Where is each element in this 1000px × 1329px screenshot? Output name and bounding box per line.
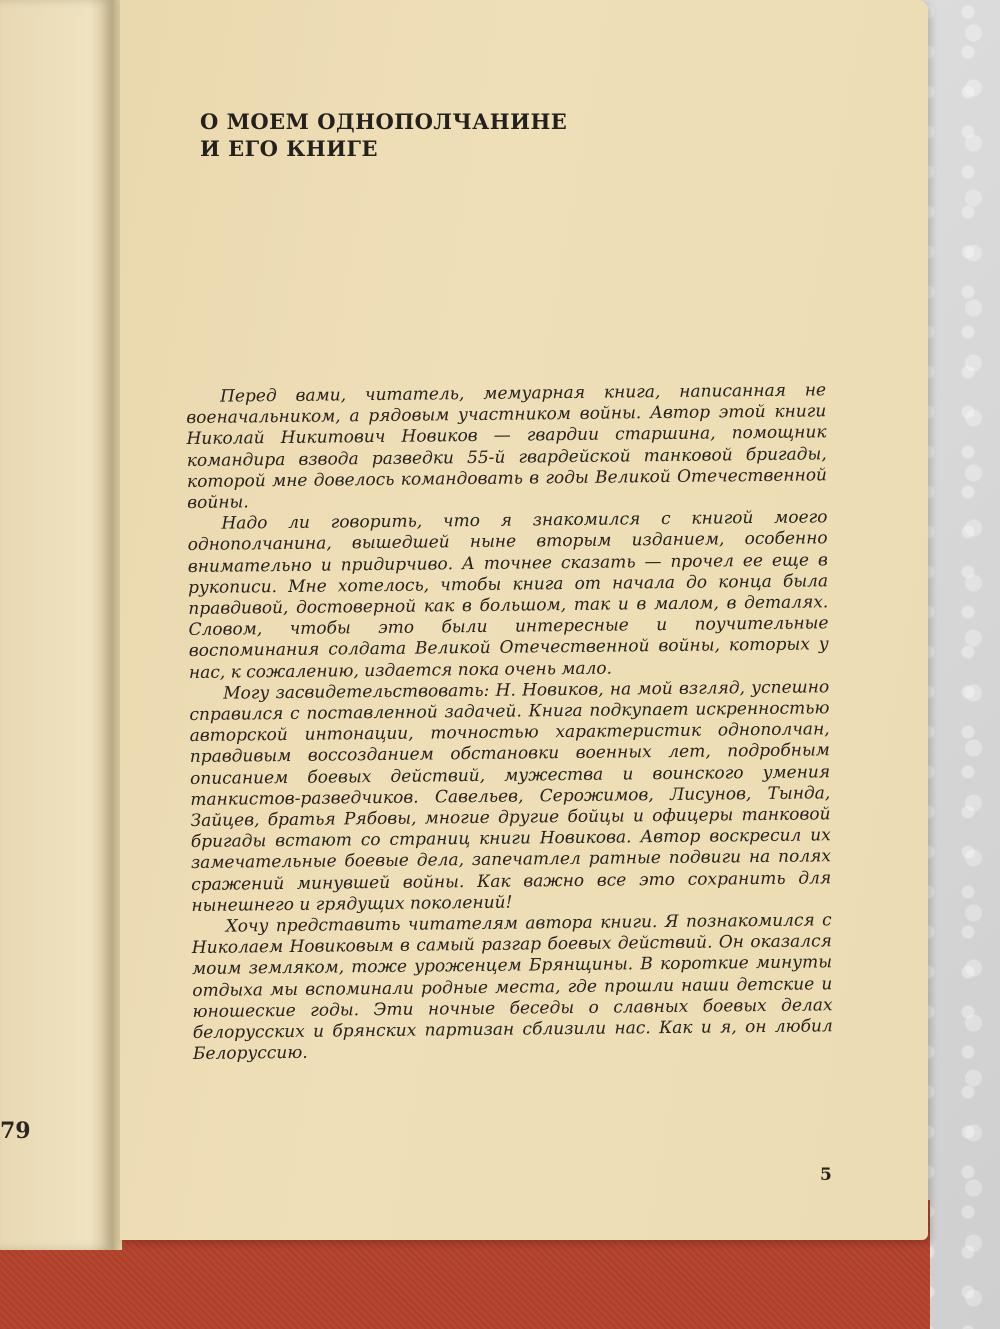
- chapter-title-line: И ЕГО КНИГЕ: [200, 136, 379, 161]
- chapter-title-line: О МОЕМ ОДНОПОЛЧАНИНЕ: [200, 109, 568, 134]
- body-text: [186, 380, 833, 1065]
- left-page: [0, 0, 112, 1250]
- chapter-title: [200, 108, 567, 162]
- paragraph: Надо ли говорить, что я знакомился с книгой моего однополчанина, вышедшей ныне вторым изданием, особенно внимательно и придирчиво. А точнее сказать — прочел ее еще в рукописи. Мне хотелось, чтобы книга от начала до конца была правдивой, достоверной как в большом, так и в малом, в деталях. Словом, чтобы это были интересные и поучительные воспоминания солдата Великой Отечественной войны, которых у нас, к сожалению, издается пока очень мало.: [187, 507, 829, 683]
- page-number: 5: [820, 1165, 832, 1185]
- paragraph: Хочу представить читателям автора книги. Я познакомился с Николаем Новиковым в самый разгар боевых действий. Он оказался моим земляком, тоже уроженцем Брянщины. В короткие минуты отдыха мы вспоминали родные места, где прошли наши детские и юношеские годы. Эти ночные беседы о славных боевых делах белорусских и брянских партизан сблизили нас. Как и я, он любил Белоруссию.: [191, 910, 833, 1065]
- paragraph: Могу засвидетельствовать: Н. Новиков, на мой взгляд, успешно справился с поставленной задачей. Книга подкупает искренностью авторской интонации, точностью характеристик однополчан, правдивым воссозданием обстановки военных лет, подробным описанием боевых действий, мужества и воинского умения танкистов-разведчиков. Савельев, Серожимов, Лисунов, Тында, Зайцев, братья Рябовы, многие другие бойцы и офицеры танковой бригады встают со страниц книги Новикова. Автор воскресил их замечательные боевые дела, запечатлел ратные подвиги на полях сражений минувшей войны. Как важно все это сохранить для нынешнего и грядущих поколений!: [189, 677, 832, 916]
- paragraph: Перед вами, читатель, мемуарная книга, написанная не военачальником, а рядовым участником войны. Автор этой книги Николай Никитович Новиков — гвардии старшина, помощник командира взвода разведки 55-й гвардейской танковой бригады, которой мне довелось командовать в годы Великой Отечественной войны.: [186, 380, 828, 514]
- left-page-number: 79: [0, 1118, 31, 1144]
- right-page: [120, 0, 928, 1240]
